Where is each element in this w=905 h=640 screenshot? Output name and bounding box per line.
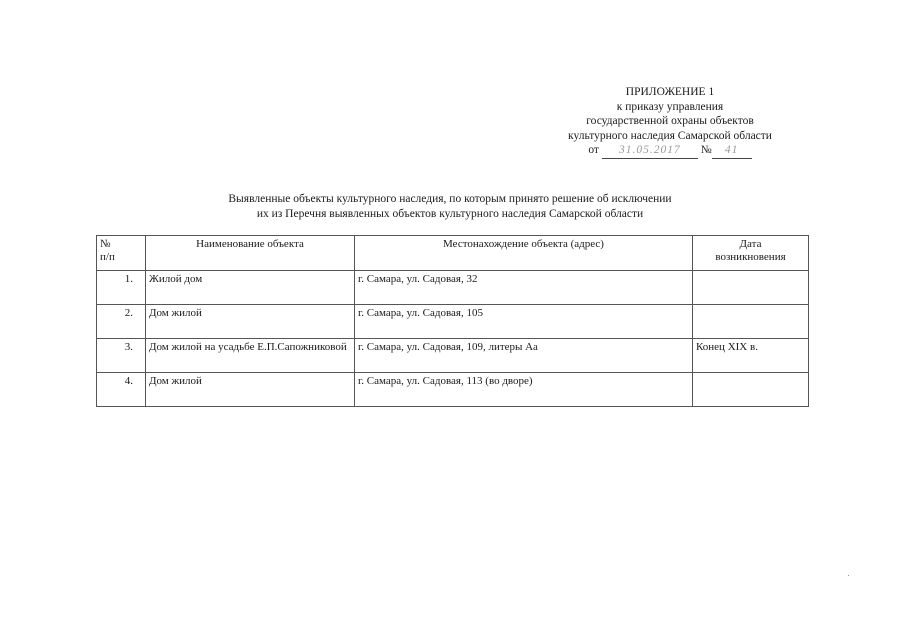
header-number-line-2: п/п [100, 251, 115, 263]
header-date-line-1: Дата [739, 238, 762, 250]
table-row [97, 339, 809, 373]
header-date [693, 236, 809, 271]
header-object-name: Наименование объекта [146, 236, 355, 271]
row-date [693, 271, 809, 305]
header-number-line-1: № [100, 238, 111, 250]
header-number [97, 236, 146, 271]
document-title [140, 192, 760, 221]
order-date-number-line [520, 143, 820, 159]
scan-speck [848, 575, 849, 576]
row-date [693, 373, 809, 407]
header-address: Местонахождение объекта (адрес) [355, 236, 693, 271]
row-date: Конец XIX в. [693, 339, 809, 373]
document-title-line-2: их из Перечня выявленных объектов культурного наследия Самарской области [256, 207, 644, 220]
appendix-header [520, 85, 820, 159]
row-number: 2. [97, 305, 146, 339]
row-date [693, 305, 809, 339]
date-prefix: от [588, 144, 599, 156]
row-address: г. Самара, ул. Садовая, 113 (во дворе) [355, 373, 693, 407]
order-reference-line-3: культурного наследия Самарской области [568, 129, 772, 142]
handwritten-number: 41 [712, 143, 752, 159]
row-object-name: Дом жилой [146, 305, 355, 339]
row-number: 1. [97, 271, 146, 305]
table-header-row [97, 236, 809, 271]
row-address: г. Самара, ул. Садовая, 105 [355, 305, 693, 339]
number-prefix: № [700, 144, 712, 156]
header-date-line-2: возникновения [715, 251, 786, 263]
row-address: г. Самара, ул. Садовая, 32 [355, 271, 693, 305]
table-row [97, 373, 809, 407]
row-number: 3. [97, 339, 146, 373]
row-address: г. Самара, ул. Садовая, 109, литеры Аа [355, 339, 693, 373]
appendix-label: ПРИЛОЖЕНИЕ 1 [625, 86, 715, 98]
table-row [97, 271, 809, 305]
order-reference-line-2: государственной охраны объектов [586, 115, 754, 127]
row-object-name: Дом жилой [146, 373, 355, 407]
heritage-objects-table [96, 235, 809, 407]
row-number: 4. [97, 373, 146, 407]
row-object-name: Дом жилой на усадьбе Е.П.Сапожниковой [146, 339, 355, 373]
table-row [97, 305, 809, 339]
document-title-line-1: Выявленные объекты культурного наследия, по которым принято решение об исключении [228, 193, 672, 205]
order-reference-line-1: к приказу управления [616, 100, 724, 113]
handwritten-date: 31.05.2017 [602, 143, 698, 159]
row-object-name: Жилой дом [146, 271, 355, 305]
